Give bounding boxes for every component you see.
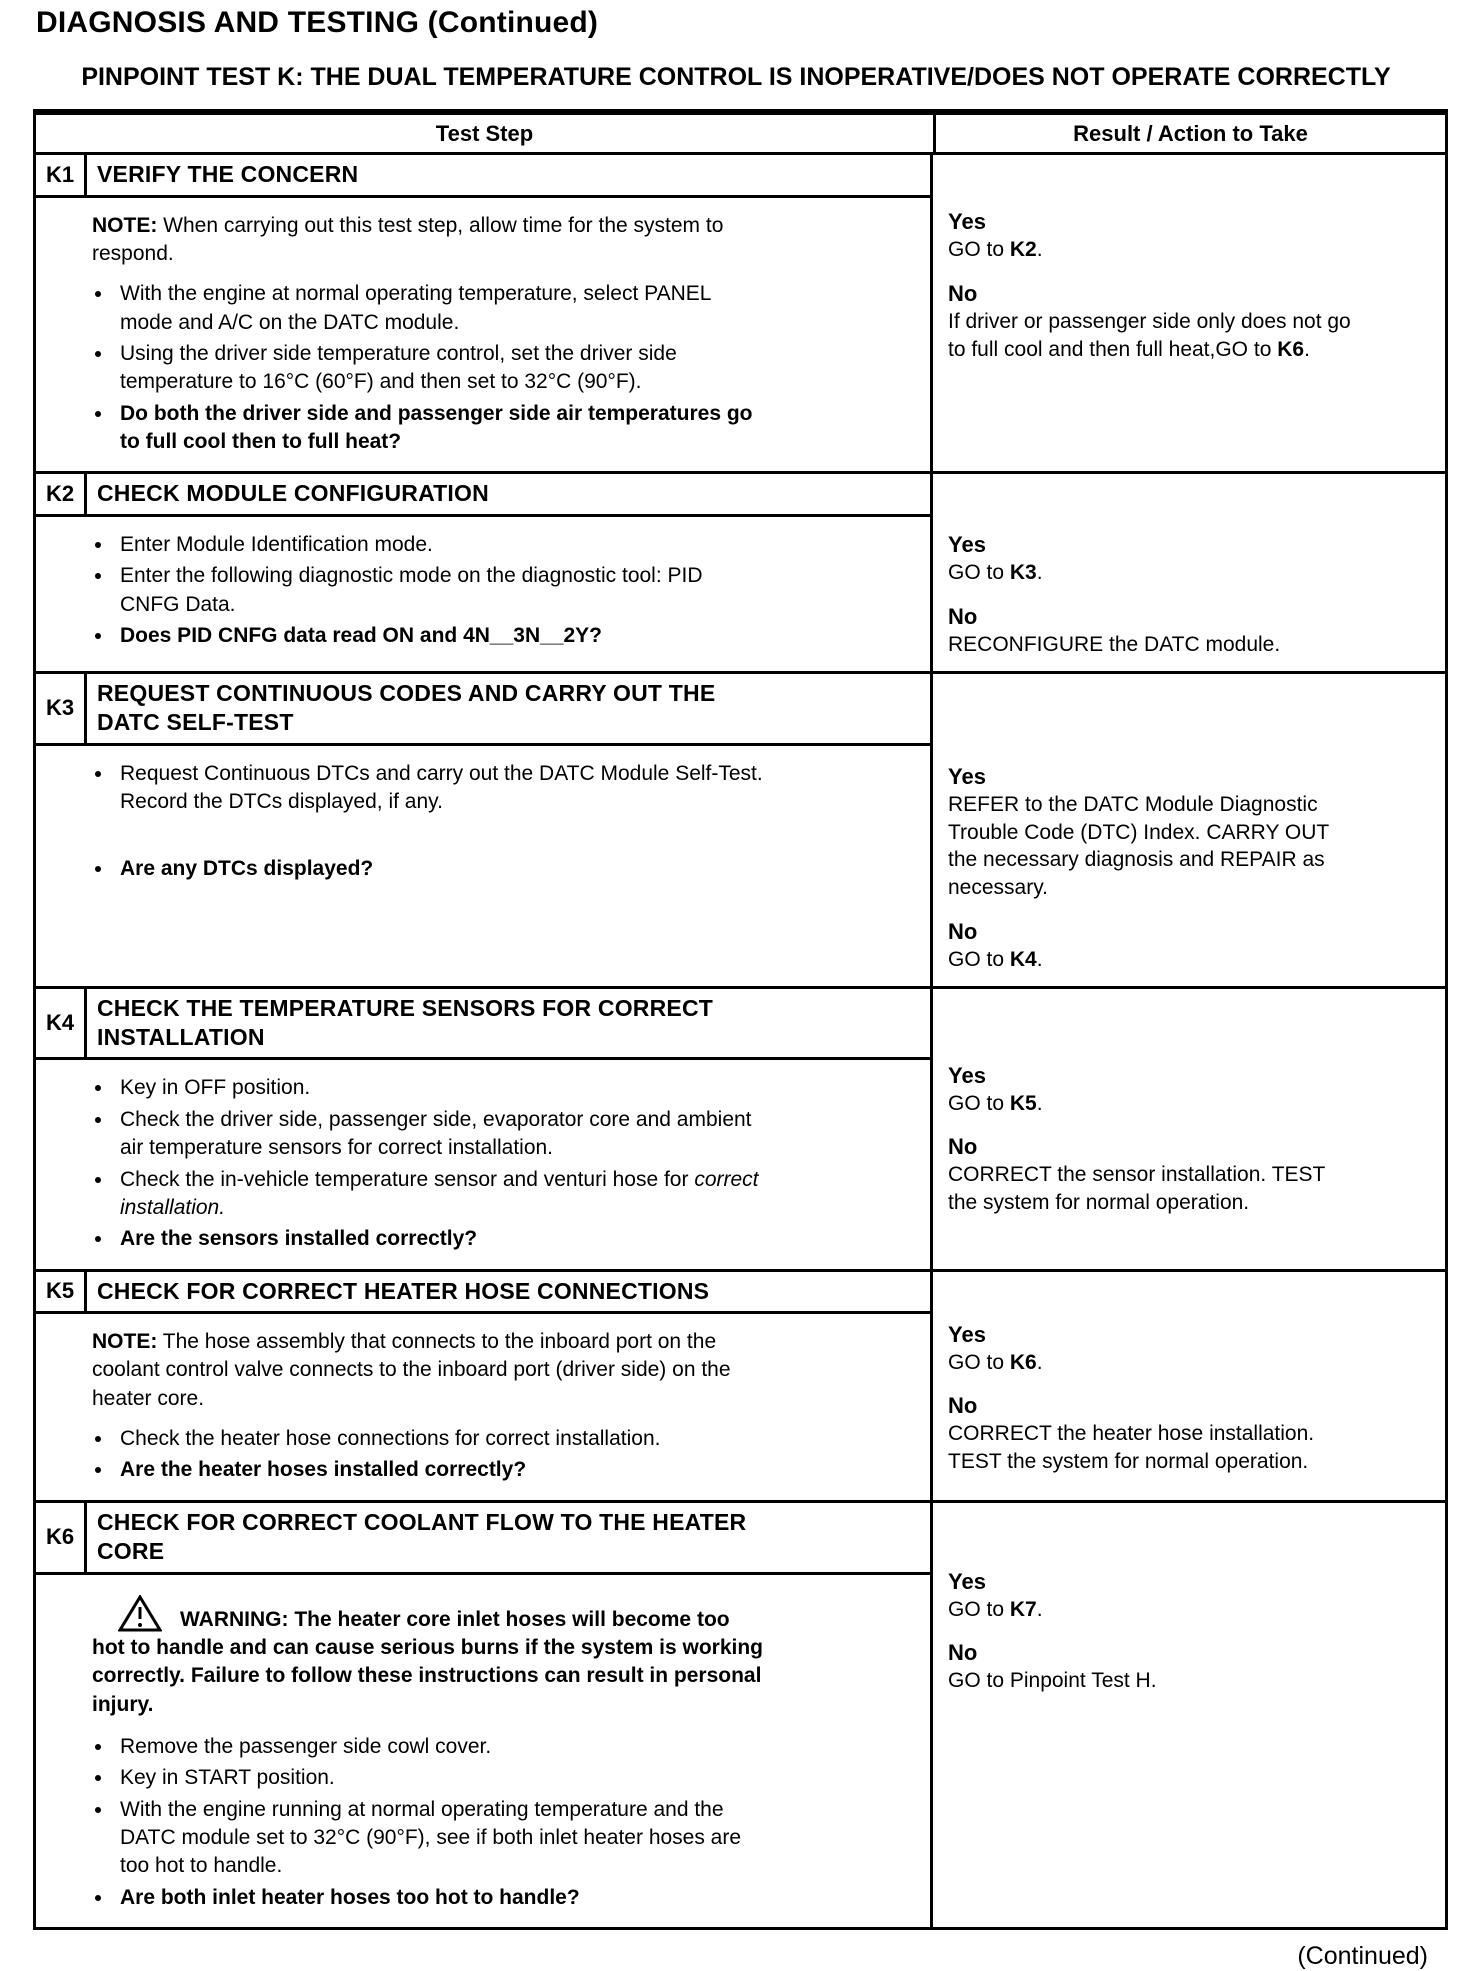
- step-bullet: • Key in OFF position.: [114, 1074, 765, 1102]
- result-action: GO to K5.: [948, 1091, 1043, 1115]
- result-action: GO to K4.: [948, 947, 1043, 971]
- step-body: [36, 1060, 930, 1268]
- step-id: K2: [36, 474, 87, 513]
- result-answer: Yes: [948, 1062, 986, 1088]
- result-answer: Yes: [948, 209, 986, 235]
- step-title: CHECK THE TEMPERATURE SENSORS FOR CORRECT INSTALLATION: [97, 994, 714, 1051]
- pinpoint-test-subtitle: PINPOINT TEST K: THE DUAL TEMPERATURE CONTROL IS INOPERATIVE/DOES NOT OPERATE CORRECTLY: [81, 63, 1391, 91]
- step-bullet: • Check the heater hose connections for correct installation.: [114, 1425, 765, 1453]
- result-no-block: [948, 1132, 1357, 1216]
- step-body: [36, 1314, 930, 1500]
- result-yes-block: [948, 530, 1357, 587]
- step-title: VERIFY THE CONCERN: [97, 161, 359, 188]
- column-header-test-step: Test Step: [435, 121, 534, 147]
- result-answer: Yes: [948, 1321, 986, 1347]
- result-no-block: [948, 1391, 1357, 1475]
- step-header: [36, 1272, 930, 1314]
- step-bullet: • With the engine running at normal operating temperature and the DATC module set to 32°C (90°F), see if both inlet heater hoses are too hot to handle.: [114, 1796, 765, 1881]
- result-action: GO to K2.: [948, 238, 1043, 262]
- step-bullet: • Check the driver side, passenger side, evaporator core and ambient air temperature sensors for correct installation.: [114, 1106, 765, 1163]
- step-bullet-list: [92, 1425, 765, 1485]
- step-header: [36, 674, 930, 746]
- result-action-cell: [933, 1272, 1445, 1500]
- result-action: GO to K6.: [948, 1350, 1043, 1374]
- result-action-cell: [933, 1503, 1445, 1927]
- diagnostic-table: [33, 109, 1448, 1930]
- result-action: REFER to the DATC Module Diagnostic Trouble Code (DTC) Index. CARRY OUT the necessary diagnosis and REPAIR as necessary.: [948, 792, 1329, 900]
- step-bullet: • Enter the following diagnostic mode on the diagnostic tool: PID CNFG Data.: [114, 562, 765, 619]
- result-yes-block: [948, 762, 1357, 902]
- result-action: CORRECT the sensor installation. TEST the system for normal operation.: [948, 1163, 1325, 1215]
- result-action: GO to K7.: [948, 1597, 1043, 1621]
- warning-text: [92, 1595, 765, 1719]
- step-bullet-list: [92, 280, 765, 456]
- result-action-cell: [933, 674, 1445, 986]
- step-note: NOTE: When carrying out this test step, allow time for the system to respond.: [92, 213, 724, 266]
- step-header: [36, 1503, 930, 1575]
- step-row-k3: [36, 671, 1445, 986]
- step-bullet-list: [92, 531, 765, 650]
- step-title: CHECK FOR CORRECT COOLANT FLOW TO THE HEATER CORE: [97, 1508, 747, 1565]
- step-question-bullet: • Do both the driver side and passenger side air temperatures go to full cool then to full heat?: [114, 400, 765, 457]
- result-answer: No: [948, 604, 978, 630]
- step-body: [36, 1575, 930, 1927]
- test-step-cell: [36, 674, 933, 986]
- result-action-cell: [933, 989, 1445, 1269]
- step-row-k2: [36, 471, 1445, 671]
- step-question-bullet: • Are any DTCs displayed?: [114, 855, 765, 883]
- step-id: K3: [36, 674, 87, 743]
- result-action: If driver or passenger side only does not go to full cool and then full heat,GO to K6.: [948, 310, 1351, 361]
- step-id: K4: [36, 989, 87, 1058]
- step-bullet-list: [92, 1074, 765, 1253]
- test-step-cell: [36, 1503, 933, 1927]
- step-title: REQUEST CONTINUOUS CODES AND CARRY OUT THE DATC SELF-TEST: [97, 679, 716, 736]
- step-bullet: • Using the driver side temperature control, set the driver side temperature to 16°C (60°F) and then set to 32°C (90°F).: [114, 340, 765, 397]
- step-row-k4: [36, 986, 1445, 1269]
- step-question-bullet: • Are both inlet heater hoses too hot to handle?: [114, 1884, 765, 1912]
- step-bullet: • Enter Module Identification mode.: [114, 531, 765, 559]
- result-answer: No: [948, 918, 978, 944]
- result-answer: No: [948, 281, 978, 306]
- step-body: [36, 746, 930, 986]
- table-header-row: [36, 115, 1445, 152]
- step-header: [36, 155, 930, 197]
- step-id: K5: [36, 1272, 87, 1311]
- result-yes-block: [948, 1567, 1357, 1624]
- test-step-cell: [36, 989, 933, 1269]
- step-bullet-list: [92, 760, 765, 883]
- result-answer: No: [948, 1134, 978, 1160]
- step-question-bullet: • Are the heater hoses installed correctly?: [114, 1456, 765, 1484]
- step-row-k1: [36, 152, 1445, 471]
- column-header-result-action: Result / Action to Take: [933, 115, 1445, 152]
- step-title: CHECK MODULE CONFIGURATION: [97, 480, 489, 507]
- result-yes-block: [948, 207, 1357, 264]
- test-step-cell: [36, 474, 933, 671]
- result-answer: No: [948, 1640, 978, 1666]
- step-row-k5: [36, 1269, 1445, 1500]
- warning-icon: [118, 1595, 162, 1633]
- result-action-cell: [933, 155, 1445, 471]
- step-bullet: • Request Continuous DTCs and carry out the DATC Module Self-Test. Record the DTCs displayed, if any.: [114, 760, 765, 817]
- step-bullet: • Remove the passenger side cowl cover.: [114, 1733, 765, 1761]
- result-action: GO to K3.: [948, 561, 1043, 585]
- result-action: CORRECT the heater hose installation. TEST the system for normal operation.: [948, 1422, 1315, 1474]
- step-bullet: • Key in START position.: [114, 1764, 765, 1792]
- test-step-cell: [36, 1272, 933, 1500]
- step-header: [36, 474, 930, 516]
- result-answer: No: [948, 1393, 978, 1419]
- result-action-cell: [933, 474, 1445, 671]
- result-yes-block: [948, 1320, 1357, 1377]
- result-no-block: [948, 279, 1357, 363]
- result-action: RECONFIGURE the DATC module.: [948, 633, 1281, 657]
- step-header: [36, 989, 930, 1061]
- step-bullet-list: [92, 1733, 765, 1912]
- step-title: CHECK FOR CORRECT HEATER HOSE CONNECTIONS: [97, 1277, 710, 1304]
- result-action: GO to Pinpoint Test H.: [948, 1669, 1157, 1693]
- warning-message: WARNING: The heater core inlet hoses will become too hot to handle and can cause serious burns if the system is working correctly. Failure to follow these instructions can result in personal injury.: [92, 1607, 763, 1716]
- step-body: [36, 517, 930, 671]
- result-answer: Yes: [948, 532, 986, 558]
- test-step-cell: [36, 155, 933, 471]
- step-id: K1: [36, 155, 87, 194]
- page-title: DIAGNOSIS AND TESTING (Continued): [36, 6, 599, 39]
- result-answer: Yes: [948, 1568, 986, 1594]
- result-no-block: [948, 602, 1357, 659]
- result-yes-block: [948, 1061, 1357, 1118]
- step-note: NOTE: The hose assembly that connects to the inboard port on the coolant control valve connects to the inboard port (driver side) on the heater core.: [92, 1329, 731, 1410]
- step-body: [36, 198, 930, 472]
- result-answer: Yes: [948, 763, 986, 789]
- step-bullet: • Check the in-vehicle temperature sensor and venturi hose for correct installation.: [114, 1166, 765, 1223]
- step-row-k6: [36, 1500, 1445, 1927]
- continued-label: (Continued): [1297, 1942, 1428, 1970]
- result-no-block: [948, 917, 1357, 974]
- step-id: K6: [36, 1503, 87, 1572]
- step-bullet: • With the engine at normal operating temperature, select PANEL mode and A/C on the DATC module.: [114, 280, 765, 337]
- result-no-block: [948, 1638, 1357, 1695]
- step-question-bullet: • Does PID CNFG data read ON and 4N__3N__2Y?: [114, 622, 765, 650]
- step-question-bullet: • Are the sensors installed correctly?: [114, 1225, 765, 1253]
